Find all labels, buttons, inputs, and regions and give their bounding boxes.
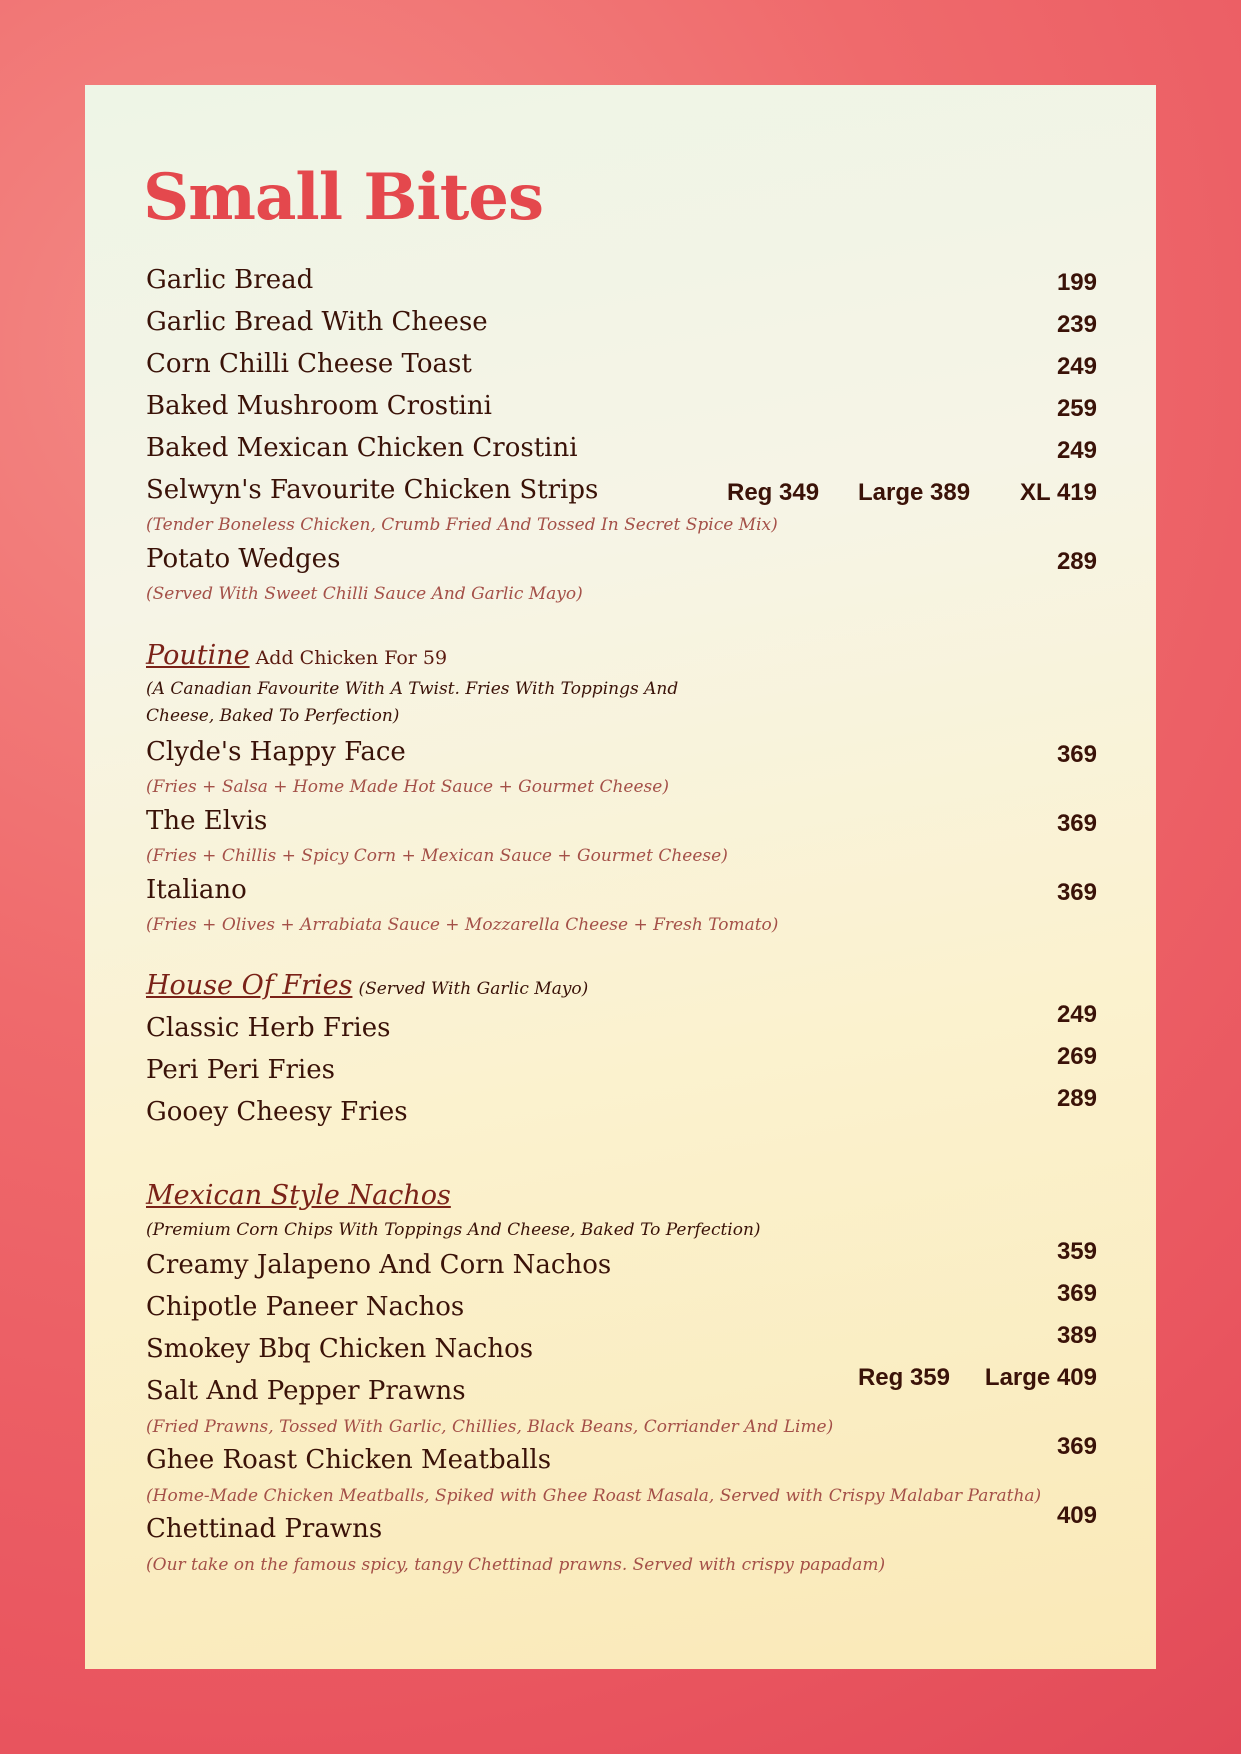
item-description: (Fried Prawns, Tossed With Garlic, Chillies, Black Beans, Corriander And Lime) xyxy=(146,1417,834,1437)
section-description: (Premium Corn Chips With Toppings And Cheese, Baked To Perfection) xyxy=(146,1220,761,1240)
price-reg: Reg 359 xyxy=(857,1364,950,1391)
item-price: 369 xyxy=(1056,879,1097,906)
section-header-nachos xyxy=(146,1180,451,1211)
item-price: 369 xyxy=(1056,741,1097,768)
price-large: Large 409 xyxy=(984,1364,1097,1391)
section-note: (Served With Garlic Mayo) xyxy=(358,979,589,999)
item-price: 289 xyxy=(1056,548,1097,575)
item-description: (Tender Boneless Chicken, Crumb Fried And Tossed In Secret Spice Mix) xyxy=(146,515,778,535)
item-price: 259 xyxy=(1056,395,1097,422)
item-name: Ghee Roast Chicken Meatballs xyxy=(146,1445,552,1475)
menu-item xyxy=(146,737,1097,773)
menu-item xyxy=(146,806,1097,842)
price-reg: Reg 349 xyxy=(727,479,820,506)
item-description: (Fries + Olives + Arrabiata Sauce + Mozzarella Cheese + Fresh Tomato) xyxy=(146,915,779,935)
item-price: 359 xyxy=(1056,1238,1097,1265)
item-price: 369 xyxy=(1056,1280,1097,1307)
section-title: Poutine xyxy=(146,640,250,671)
section-header-fries xyxy=(146,970,588,1001)
item-price: 409 xyxy=(1056,1502,1097,1529)
item-price: 199 xyxy=(1056,269,1097,296)
item-price: 249 xyxy=(1056,437,1097,464)
section-header-poutine xyxy=(146,640,447,671)
item-price: 249 xyxy=(1056,1001,1097,1028)
item-price: 369 xyxy=(1056,1433,1097,1460)
item-description: (Home-Made Chicken Meatballs, Spiked with Ghee Roast Masala, Served with Crispy Malabar Paratha) xyxy=(146,1486,1042,1506)
item-price: 389 xyxy=(1056,1322,1097,1349)
item-name: Salt And Pepper Prawns xyxy=(146,1376,466,1406)
menu-item xyxy=(146,391,1097,427)
item-name: Smokey Bbq Chicken Nachos xyxy=(146,1334,534,1364)
item-name: Potato Wedges xyxy=(146,544,341,574)
item-name: Chipotle Paneer Nachos xyxy=(146,1292,465,1322)
item-name: Garlic Bread xyxy=(146,265,314,295)
menu-item xyxy=(146,1250,1097,1286)
section-note: Add Chicken For 59 xyxy=(255,647,448,669)
menu-item xyxy=(146,875,1097,911)
menu-item xyxy=(146,1376,1097,1412)
menu-item xyxy=(146,544,1097,580)
item-name: Chettinad Prawns xyxy=(146,1514,383,1544)
section-description-line: (A Canadian Favourite With A Twist. Fries With Toppings And xyxy=(146,679,679,699)
item-name: The Elvis xyxy=(146,806,268,836)
item-name: Baked Mushroom Crostini xyxy=(146,391,492,421)
menu-item xyxy=(146,1514,1097,1550)
item-name: Classic Herb Fries xyxy=(146,1013,391,1043)
item-price: 269 xyxy=(1056,1043,1097,1070)
item-name: Clyde's Happy Face xyxy=(146,737,406,767)
item-price: 239 xyxy=(1056,311,1097,338)
item-name: Selwyn's Favourite Chicken Strips xyxy=(146,475,599,505)
item-name: Gooey Cheesy Fries xyxy=(146,1097,408,1127)
menu-item xyxy=(146,307,1097,343)
price-large: Large 389 xyxy=(858,479,971,506)
item-description: (Our take on the famous spicy, tangy Chettinad prawns. Served with crispy papadam) xyxy=(146,1555,886,1575)
menu-item xyxy=(146,1334,1097,1370)
price-xl: XL 419 xyxy=(1020,479,1097,506)
menu-item xyxy=(146,433,1097,469)
menu-item xyxy=(146,1292,1097,1328)
section-description xyxy=(146,676,678,730)
item-price: 249 xyxy=(1056,353,1097,380)
menu-item xyxy=(146,1445,1097,1481)
section-title: Mexican Style Nachos xyxy=(146,1180,451,1211)
item-description: (Fries + Salsa + Home Made Hot Sauce + Gourmet Cheese) xyxy=(146,777,669,797)
item-description: (Served With Sweet Chilli Sauce And Garlic Mayo) xyxy=(146,584,583,604)
page-title: Small Bites xyxy=(143,160,544,235)
section-description-line: Cheese, Baked To Perfection) xyxy=(146,706,400,726)
item-name: Creamy Jalapeno And Corn Nachos xyxy=(146,1250,612,1280)
item-price: 289 xyxy=(1056,1085,1097,1112)
menu-item xyxy=(146,1097,1097,1133)
item-name: Peri Peri Fries xyxy=(146,1055,335,1085)
item-name: Garlic Bread With Cheese xyxy=(146,307,488,337)
item-description: (Fries + Chillis + Spicy Corn + Mexican Sauce + Gourmet Cheese) xyxy=(146,846,728,866)
menu-item xyxy=(146,1055,1097,1091)
menu-item xyxy=(146,1013,1097,1049)
item-name: Baked Mexican Chicken Crostini xyxy=(146,433,578,463)
menu-item xyxy=(146,265,1097,301)
menu-item xyxy=(146,349,1097,385)
item-name: Corn Chilli Cheese Toast xyxy=(146,349,472,379)
section-title: House Of Fries xyxy=(146,970,353,1001)
item-price: 369 xyxy=(1056,810,1097,837)
item-name: Italiano xyxy=(146,875,247,905)
menu-item xyxy=(146,475,1097,511)
